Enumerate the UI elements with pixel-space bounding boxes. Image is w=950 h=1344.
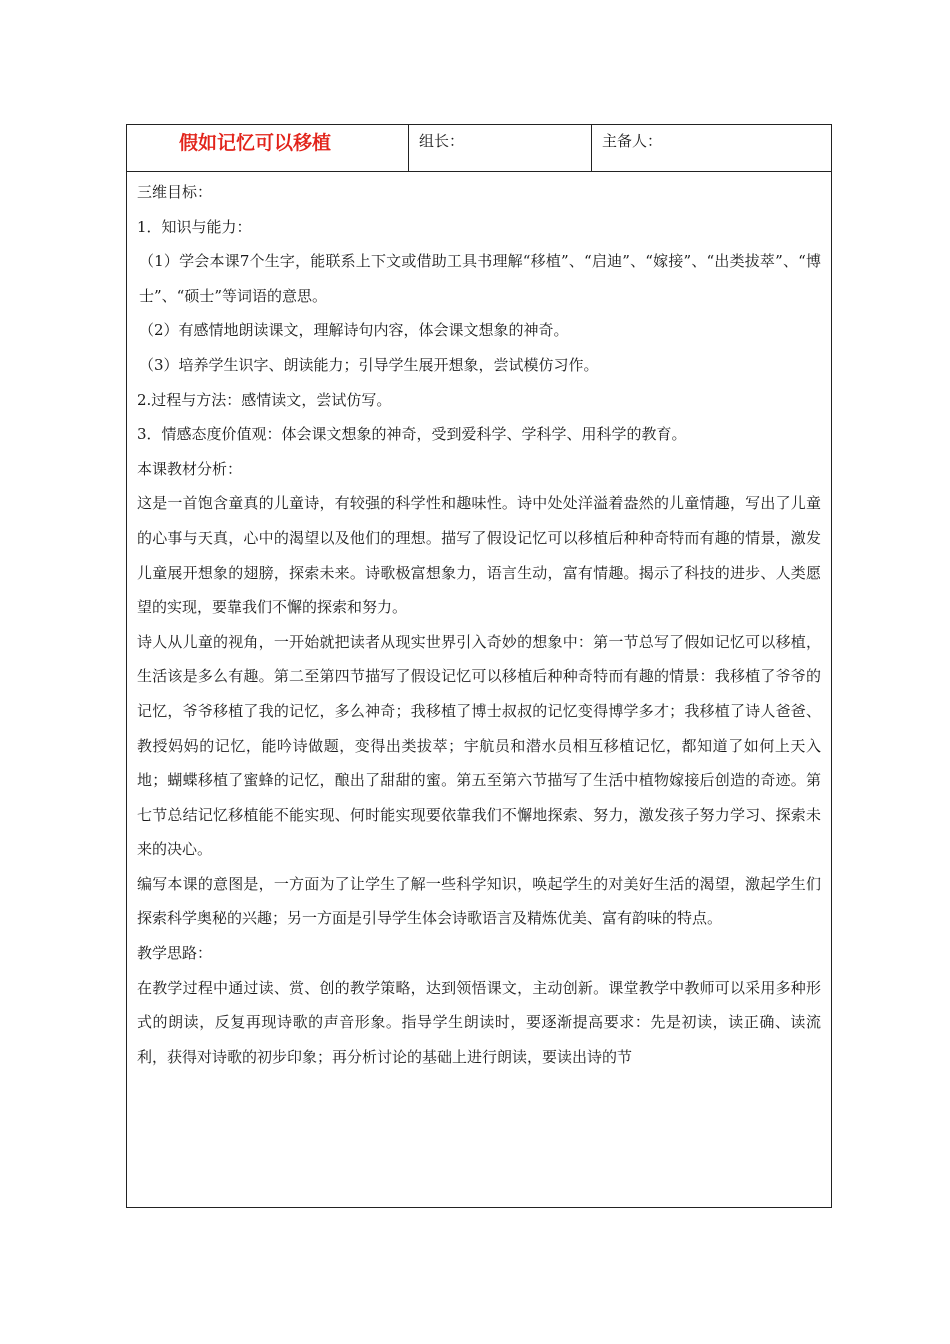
- analysis-paragraph-2: 诗人从儿童的视角，一开始就把读者从现实世界引入奇妙的想象中：第一节总写了假如记忆可以移植，生活该是多么有趣。第二至第四节描写了假设记忆可以移植后种种奇特而有趣的情景：我移植了爷爷的记忆，爷爷移植了我的记忆，多么神奇；我移植了博士叔叔的记忆变得博学多才；我移植了诗人爸爸、教授妈妈的记忆，能吟诗做题，变得出类拔萃；宇航员和潜水员相互移植记忆，都知道了如何上天入地；蝴蝶移植了蜜蜂的记忆，酿出了甜甜的蜜。第五至第六节描写了生活中植物嫁接后创造的奇迹。第七节总结记忆移植能不能实现、何时能实现要依靠我们不懈地探索、努力，激发孩子努力学习、探索未来的决心。: [137, 632, 821, 859]
- attitude-values: 3．情感态度价值观：体会课文想象的神奇，受到爱科学、学科学、用科学的教育。: [137, 425, 687, 444]
- goal-3: （3）培养学生识字、朗读能力；引导学生展开想象，尝试模仿习作。: [139, 355, 599, 374]
- lesson-title: 假如记忆可以移植: [127, 125, 409, 171]
- process-method: 2.过程与方法：感情读文，尝试仿写。: [137, 390, 392, 409]
- analysis-heading: 本课教材分析：: [137, 459, 243, 478]
- goal-2: （2）有感情地朗读课文，理解诗句内容，体会课文想象的神奇。: [139, 321, 569, 340]
- header-row: [127, 125, 831, 172]
- knowledge-heading: 1．知识与能力：: [137, 217, 252, 236]
- approach-paragraph-1: 在教学过程中通过读、赏、创的教学策略，达到领悟课文，主动创新。课堂教学中教师可以采用多种形式的朗读，反复再现诗歌的声音形象。指导学生朗读时，要逐渐提高要求：先是初读，读正确、读流利，获得对诗歌的初步印象；再分析讨论的基础上进行朗读，要读出诗的节: [137, 978, 821, 1066]
- main-preparer-cell: 主备人：: [602, 132, 663, 150]
- lesson-plan-table: [126, 124, 832, 1208]
- goals-heading: 三维目标：: [137, 183, 213, 201]
- analysis-paragraph-3: 编写本课的意图是，一方面为了让学生了解一些科学知识，唤起学生的对美好生活的渴望，激起学生们探索科学奥秘的兴趣；另一方面是引导学生体会诗歌语言及精炼优美、富有韵味的特点。: [137, 874, 821, 928]
- group-leader-cell: 组长：: [409, 125, 592, 171]
- analysis-paragraph-1: 这是一首饱含童真的儿童诗，有较强的科学性和趣味性。诗中处处洋溢着盎然的儿童情趣，写出了儿童的心事与天真，心中的渴望以及他们的理想。描写了假设记忆可以移植后种种奇特而有趣的情景，激发儿童展开想象的翅膀，探索未来。诗歌极富想象力，语言生动，富有情趣。揭示了科技的进步、人类愿望的实现，要靠我们不懈的探索和努力。: [137, 494, 821, 617]
- approach-heading: 教学思路：: [137, 944, 213, 963]
- lesson-content: [127, 172, 831, 1074]
- goal-1: （1）学会本课7个生字，能联系上下文或借助工具书理解“移植”、“启迪”、“嫁接”、“出类拔萃”、“博士”、“硕士”等词语的意思。: [139, 252, 821, 305]
